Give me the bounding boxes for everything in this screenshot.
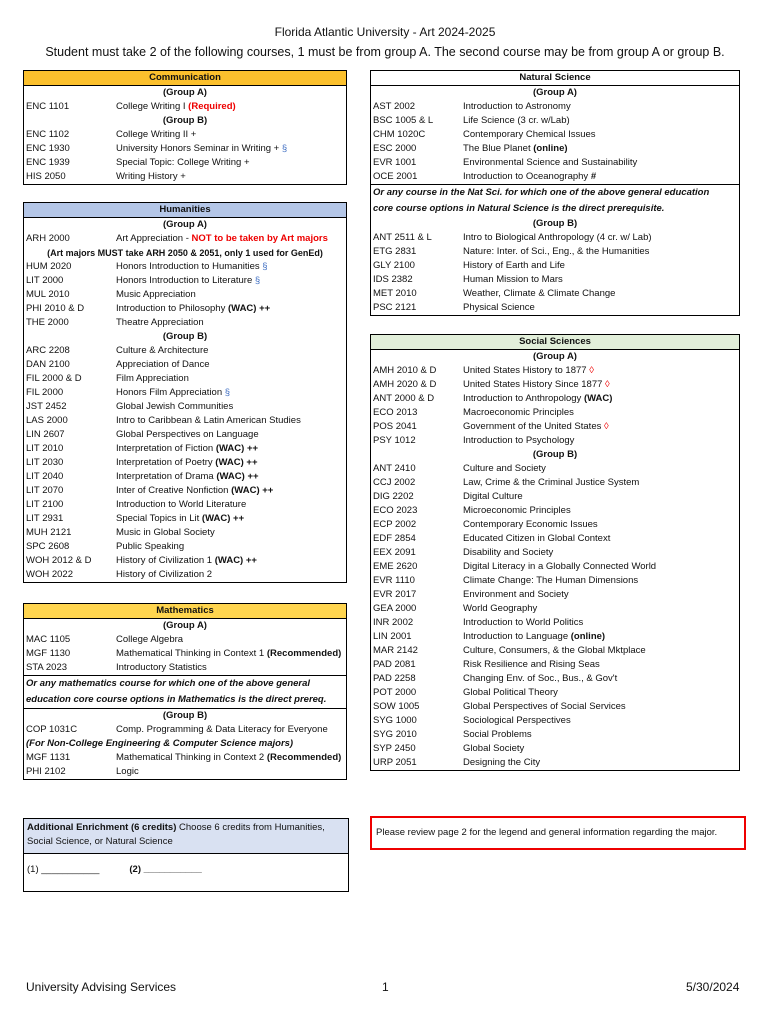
course-row — [24, 100, 346, 114]
course-code: ARH 2000 — [26, 233, 70, 244]
course-name: Introductory Statistics — [116, 662, 207, 673]
course-row — [24, 344, 346, 358]
course-code: EEX 2091 — [373, 547, 416, 558]
course-name: Appreciation of Dance — [116, 359, 210, 370]
course-row — [371, 602, 739, 616]
civics-symbol: ◊ — [589, 365, 594, 376]
course-code: ENC 1939 — [26, 157, 70, 168]
course-name: Film Appreciation — [116, 373, 189, 384]
course-code: EVR 1001 — [373, 157, 417, 168]
course-row — [371, 630, 739, 644]
course-row — [371, 245, 739, 259]
course-name: Weather, Climate & Climate Change — [463, 288, 616, 299]
honors-symbol: § — [254, 275, 261, 286]
course-name: Environmental Science and Sustainability — [463, 157, 638, 168]
course-flag: (WAC) ++ — [214, 555, 257, 566]
course-row — [24, 288, 346, 302]
course-code: PHI 2102 — [26, 766, 66, 777]
course-row — [371, 476, 739, 490]
course-name: College Writing I (Required) — [116, 101, 236, 112]
course-row — [371, 616, 739, 630]
course-code: LIT 2010 — [26, 443, 64, 454]
course-name: Music in Global Society — [116, 527, 215, 538]
course-name: Contemporary Economic Issues — [463, 519, 598, 530]
math-prereq-note-1: Or any mathematics course for which one of the above general — [24, 675, 346, 692]
social-sciences-header: Social Sciences — [371, 335, 739, 350]
course-row — [371, 504, 739, 518]
course-row — [371, 434, 739, 448]
course-flag: (WAC) ++ — [201, 513, 245, 524]
course-name: Macroeconomic Principles — [463, 407, 574, 418]
enrichment-blank-1[interactable]: (1) ___________ — [27, 864, 100, 875]
course-code: ENC 1101 — [26, 101, 70, 112]
course-row — [24, 274, 346, 288]
course-name: Interpretation of Poetry (WAC) ++ — [116, 457, 258, 468]
course-name: Comp. Programming & Data Literacy for Everyone — [116, 724, 328, 735]
course-code: INR 2002 — [373, 617, 414, 628]
course-row — [371, 518, 739, 532]
course-code: EDF 2854 — [373, 533, 416, 544]
right-column — [370, 70, 740, 771]
group-b-label: (Group B) — [532, 449, 578, 460]
course-row — [371, 658, 739, 672]
course-code: MUL 2010 — [26, 289, 70, 300]
art-major-warning: NOT to be taken by Art majors — [191, 233, 328, 244]
course-name: Theatre Appreciation — [116, 317, 204, 328]
course-row — [371, 742, 739, 756]
course-row — [24, 765, 346, 779]
course-row — [371, 756, 739, 770]
course-name: Sociological Perspectives — [463, 715, 571, 726]
course-code: AMH 2010 & D — [373, 365, 437, 376]
course-row — [371, 672, 739, 686]
course-name: Interpretation of Drama (WAC) ++ — [116, 471, 259, 482]
course-name: College Algebra — [116, 634, 184, 645]
group-a-label: (Group A) — [533, 87, 577, 98]
course-name: Law, Crime & the Criminal Justice System — [463, 477, 640, 488]
course-row — [24, 723, 346, 737]
course-row — [24, 751, 346, 765]
left-column — [23, 70, 347, 780]
course-flag: (WAC) ++ — [215, 457, 258, 468]
course-row — [371, 546, 739, 560]
course-code: GEA 2000 — [373, 603, 417, 614]
course-code: MAC 1105 — [26, 634, 71, 645]
course-name: Honors Introduction to Humanities § — [116, 261, 268, 272]
footer-page-number: 1 — [382, 980, 389, 994]
course-name: Human Mission to Mars — [463, 274, 563, 285]
group-a-label: (Group A) — [163, 620, 207, 631]
course-code: POT 2000 — [373, 687, 417, 698]
course-flag: (WAC) ++ — [227, 303, 271, 314]
course-name: Public Speaking — [116, 541, 185, 552]
course-row — [371, 560, 739, 574]
course-row — [24, 302, 346, 316]
enrichment-label: Additional Enrichment (6 credits) — [27, 822, 177, 833]
course-code: ECO 2013 — [373, 407, 418, 418]
course-code: MUH 2121 — [26, 527, 72, 538]
course-code: CCJ 2002 — [373, 477, 416, 488]
course-code: SOW 1005 — [373, 701, 420, 712]
course-name: Inter of Creative Nonfiction (WAC) ++ — [116, 485, 274, 496]
group-b-label: (Group B) — [24, 708, 346, 723]
course-name: Introduction to World Politics — [463, 617, 584, 628]
course-row — [371, 574, 739, 588]
course-row — [371, 301, 739, 315]
course-row — [371, 231, 739, 245]
course-code: MET 2010 — [373, 288, 417, 299]
course-row — [24, 456, 346, 470]
mathematics-header: Mathematics — [24, 604, 346, 619]
course-name: Introduction to Oceanography # — [463, 171, 597, 182]
enrichment-text: Choose 6 credits from Humanities, Social Science, or Natural Science — [27, 822, 325, 847]
course-row — [24, 232, 346, 246]
course-code: MGF 1131 — [26, 752, 71, 763]
course-name: Environment and Society — [463, 589, 569, 600]
course-name: Global Perspectives of Social Services — [463, 701, 626, 712]
mathematics-section — [23, 603, 347, 780]
course-row — [371, 378, 739, 392]
course-name: College Writing II + — [116, 129, 197, 140]
course-row — [371, 532, 739, 546]
course-row — [371, 142, 739, 156]
course-name: Life Science (3 cr. w/Lab) — [463, 115, 570, 126]
course-name: Global Political Theory — [463, 687, 558, 698]
recommended-tag: (Recommended) — [266, 648, 342, 659]
social-sciences-section — [370, 334, 740, 771]
course-code: WOH 2012 & D — [26, 555, 92, 566]
document-subtitle: Student must take 2 of the following courses, 1 must be from group A. The second course may be from group A or group B. — [45, 45, 725, 59]
course-code: IDS 2382 — [373, 274, 413, 285]
enrichment-header — [24, 819, 348, 854]
course-name: Introduction to Language (online) — [463, 631, 606, 642]
course-code: LIN 2001 — [373, 631, 412, 642]
course-code: OCE 2001 — [373, 171, 418, 182]
course-code: HIS 2050 — [26, 171, 66, 182]
course-code: SYG 2010 — [373, 729, 417, 740]
course-name: Mathematical Thinking in Context 2 (Recommended) — [116, 752, 342, 763]
course-row — [371, 100, 739, 114]
course-flag: (WAC) ++ — [215, 443, 259, 454]
group-b-label: (Group B) — [162, 115, 208, 126]
course-row — [371, 170, 739, 184]
course-code: PAD 2081 — [373, 659, 416, 670]
course-row — [371, 128, 739, 142]
course-name: Introduction to Psychology — [463, 435, 575, 446]
course-code: STA 2023 — [26, 662, 68, 673]
civics-symbol: ◊ — [604, 421, 609, 432]
course-name: University Honors Seminar in Writing + § — [116, 143, 288, 154]
course-name: Mathematical Thinking in Context 1 (Recommended) — [116, 648, 342, 659]
course-name: The Blue Planet (online) — [463, 143, 568, 154]
course-row — [24, 142, 346, 156]
course-flag: (WAC) ++ — [216, 471, 259, 482]
course-name: Risk Resilience and Rising Seas — [463, 659, 600, 670]
course-code: AST 2002 — [373, 101, 416, 112]
course-row — [24, 568, 346, 582]
natsci-prereq-note-1: Or any course in the Nat Sci. for which one of the above general education — [371, 184, 739, 201]
course-code: LAS 2000 — [26, 415, 68, 426]
course-row — [24, 128, 346, 142]
course-code: PSY 1012 — [373, 435, 416, 446]
course-row — [371, 364, 739, 378]
course-name: Global Jewish Communities — [116, 401, 234, 412]
course-name: Social Problems — [463, 729, 532, 740]
course-code: LIT 2070 — [26, 485, 64, 496]
course-flag: (WAC) — [583, 393, 613, 404]
course-name: Nature: Inter. of Sci., Eng., & the Humanities — [463, 246, 650, 257]
group-a-label: (Group A) — [533, 351, 577, 362]
math-prereq-note-2: education core course options in Mathematics is the direct prereq. — [26, 694, 327, 705]
course-code: HUM 2020 — [26, 261, 72, 272]
course-name: Microeconomic Principles — [463, 505, 571, 516]
course-code: PSC 2121 — [373, 302, 417, 313]
enrichment-box — [23, 818, 349, 892]
course-code: AMH 2020 & D — [373, 379, 437, 390]
course-name: Intro to Biological Anthropology (4 cr. w/ Lab) — [463, 232, 652, 243]
course-name: Writing History + — [116, 171, 186, 182]
course-name: Introduction to Astronomy — [463, 101, 571, 112]
honors-symbol: § — [262, 261, 268, 272]
course-code: BSC 1005 & L — [373, 115, 434, 126]
course-name: United States History Since 1877 ◊ — [463, 379, 610, 390]
course-row — [24, 498, 346, 512]
natsci-prereq-note-2: core course options in Natural Science is the direct prerequisite. — [373, 203, 665, 214]
course-row — [24, 372, 346, 386]
course-name: Interpretation of Fiction (WAC) ++ — [116, 443, 259, 454]
course-name: Changing Env. of Soc., Bus., & Gov't — [463, 673, 618, 684]
course-code: ENC 1102 — [26, 129, 70, 140]
course-code: PAD 2258 — [373, 673, 416, 684]
course-row — [24, 170, 346, 184]
course-code: CHM 1020C — [373, 129, 426, 140]
course-code: LIT 2040 — [26, 471, 64, 482]
recommended-tag: (Recommended) — [266, 752, 342, 763]
course-code: GLY 2100 — [373, 260, 415, 271]
course-code: FIL 2000 & D — [26, 373, 82, 384]
course-name: History of Civilization 2 — [116, 569, 213, 580]
course-name: Government of the United States ◊ — [463, 421, 609, 432]
course-code: LIT 2931 — [26, 513, 64, 524]
course-code: LIT 2000 — [26, 275, 64, 286]
course-code: ESC 2000 — [373, 143, 417, 154]
course-row — [24, 526, 346, 540]
honors-symbol: § — [224, 387, 231, 398]
course-code: ANT 2410 — [373, 463, 416, 474]
course-row — [371, 114, 739, 128]
course-row — [24, 484, 346, 498]
course-code: EVR 1110 — [373, 575, 415, 586]
course-code: ETG 2831 — [373, 246, 417, 257]
course-row — [371, 156, 739, 170]
group-a-label: (Group A) — [163, 87, 207, 98]
course-code: WOH 2022 — [26, 569, 73, 580]
course-row — [24, 633, 346, 647]
course-name: Culture, Consumers, & the Global Mktplace — [463, 645, 646, 656]
course-name: United States History to 1877 ◊ — [463, 365, 594, 376]
honors-symbol: § — [281, 143, 288, 154]
group-b-label: (Group B) — [532, 218, 578, 229]
review-notice: Please review page 2 for the legend and general information regarding the major. — [370, 816, 746, 850]
course-name: Special Topics in Lit (WAC) ++ — [116, 513, 245, 524]
course-row — [24, 260, 346, 274]
course-name: Global Perspectives on Language — [116, 429, 259, 440]
course-name: Intro to Caribbean & Latin American Studies — [116, 415, 301, 426]
course-row — [371, 462, 739, 476]
course-code: MAR 2142 — [373, 645, 418, 656]
course-row — [24, 400, 346, 414]
document-title: Florida Atlantic University - Art 2024-2025 — [274, 25, 496, 39]
course-name: History of Earth and Life — [463, 260, 565, 271]
course-row — [24, 554, 346, 568]
course-row — [24, 156, 346, 170]
course-row — [24, 428, 346, 442]
course-code: COP 1031C — [26, 724, 78, 735]
course-name: Art Appreciation - NOT to be taken by Art majors — [116, 233, 328, 244]
course-code: SPC 2608 — [26, 541, 70, 552]
course-code: POS 2041 — [373, 421, 417, 432]
art-major-note: (Art majors MUST take ARH 2050 & 2051, only 1 used for GenEd) — [47, 248, 323, 258]
course-code: DAN 2100 — [26, 359, 70, 370]
humanities-header: Humanities — [24, 203, 346, 218]
course-row — [371, 259, 739, 273]
course-name: Culture and Society — [463, 463, 546, 474]
course-row — [371, 406, 739, 420]
course-code: LIN 2607 — [26, 429, 65, 440]
course-code: ANT 2511 & L — [373, 232, 432, 243]
course-row — [371, 273, 739, 287]
course-code: MGF 1130 — [26, 648, 71, 659]
course-row — [24, 647, 346, 661]
course-flag: # — [590, 171, 597, 182]
natural-science-section — [370, 70, 740, 316]
course-code: URP 2051 — [373, 757, 417, 768]
course-row — [371, 714, 739, 728]
course-name: Digital Culture — [463, 491, 523, 502]
course-name: Music Appreciation — [116, 289, 196, 300]
course-row — [24, 358, 346, 372]
course-name: Introduction to World Literature — [116, 499, 247, 510]
civics-symbol: ◊ — [605, 379, 610, 390]
humanities-section — [23, 202, 347, 583]
communication-section — [23, 70, 347, 185]
course-code: FIL 2000 — [26, 387, 64, 398]
course-name: Climate Change: The Human Dimensions — [463, 575, 639, 586]
course-row — [371, 490, 739, 504]
course-flag: (online) — [533, 143, 568, 154]
footer-date: 5/30/2024 — [686, 980, 740, 994]
course-row — [24, 386, 346, 400]
course-name: Digital Literacy in a Globally Connected World — [463, 561, 657, 572]
course-row — [24, 540, 346, 554]
course-name: Honors Introduction to Literature § — [116, 275, 261, 286]
course-row — [371, 588, 739, 602]
course-code: EME 2620 — [373, 561, 418, 572]
natural-science-header: Natural Science — [371, 71, 739, 86]
course-name: Logic — [116, 766, 139, 777]
course-row — [24, 316, 346, 330]
course-code: THE 2000 — [26, 317, 69, 328]
course-code: ECO 2023 — [373, 505, 418, 516]
course-name: Contemporary Chemical Issues — [463, 129, 596, 140]
course-row — [371, 728, 739, 742]
communication-header: Communication — [24, 71, 346, 86]
course-name: Special Topic: College Writing + — [116, 157, 250, 168]
course-code: ENC 1930 — [26, 143, 70, 154]
course-row — [371, 686, 739, 700]
course-name: Introduction to Anthropology (WAC) — [463, 393, 613, 404]
course-name: Physical Science — [463, 302, 535, 313]
course-flag: (WAC) ++ — [231, 485, 274, 496]
course-name: Global Society — [463, 743, 525, 754]
group-b-label: (Group B) — [162, 331, 208, 342]
course-code: JST 2452 — [26, 401, 67, 412]
course-code: PHI 2010 & D — [26, 303, 85, 314]
course-row — [24, 512, 346, 526]
course-name: Honors Film Appreciation § — [116, 387, 231, 398]
course-row — [371, 287, 739, 301]
course-name: Educated Citizen in Global Context — [463, 533, 611, 544]
course-row — [24, 470, 346, 484]
course-name: Culture & Architecture — [116, 345, 209, 356]
course-name: History of Civilization 1 (WAC) ++ — [116, 555, 257, 566]
course-row — [371, 700, 739, 714]
course-name: Disability and Society — [463, 547, 554, 558]
course-name: Designing the City — [463, 757, 541, 768]
course-row — [24, 414, 346, 428]
course-code: SYG 1000 — [373, 715, 417, 726]
course-name: World Geography — [463, 603, 538, 614]
course-code: ANT 2000 & D — [373, 393, 435, 404]
footer-left: University Advising Services — [26, 980, 177, 994]
enrichment-blank-2[interactable]: (2) ___________ — [129, 864, 202, 875]
course-code: ECP 2002 — [373, 519, 417, 530]
required-tag: (Required) — [188, 101, 236, 112]
course-row — [24, 661, 346, 675]
course-code: DIG 2202 — [373, 491, 414, 502]
course-code: LIT 2030 — [26, 457, 64, 468]
course-flag: (online) — [570, 631, 606, 642]
course-row — [371, 420, 739, 434]
course-code: EVR 2017 — [373, 589, 417, 600]
course-code: SYP 2450 — [373, 743, 416, 754]
course-name: Introduction to Philosophy (WAC) ++ — [116, 303, 271, 314]
group-a-label: (Group A) — [163, 219, 207, 230]
course-code: LIT 2100 — [26, 499, 64, 510]
course-row — [371, 392, 739, 406]
non-engineering-note: (For Non-College Engineering & Computer Science majors) — [26, 738, 294, 749]
course-row — [371, 644, 739, 658]
course-code: ARC 2208 — [26, 345, 70, 356]
course-row — [24, 442, 346, 456]
